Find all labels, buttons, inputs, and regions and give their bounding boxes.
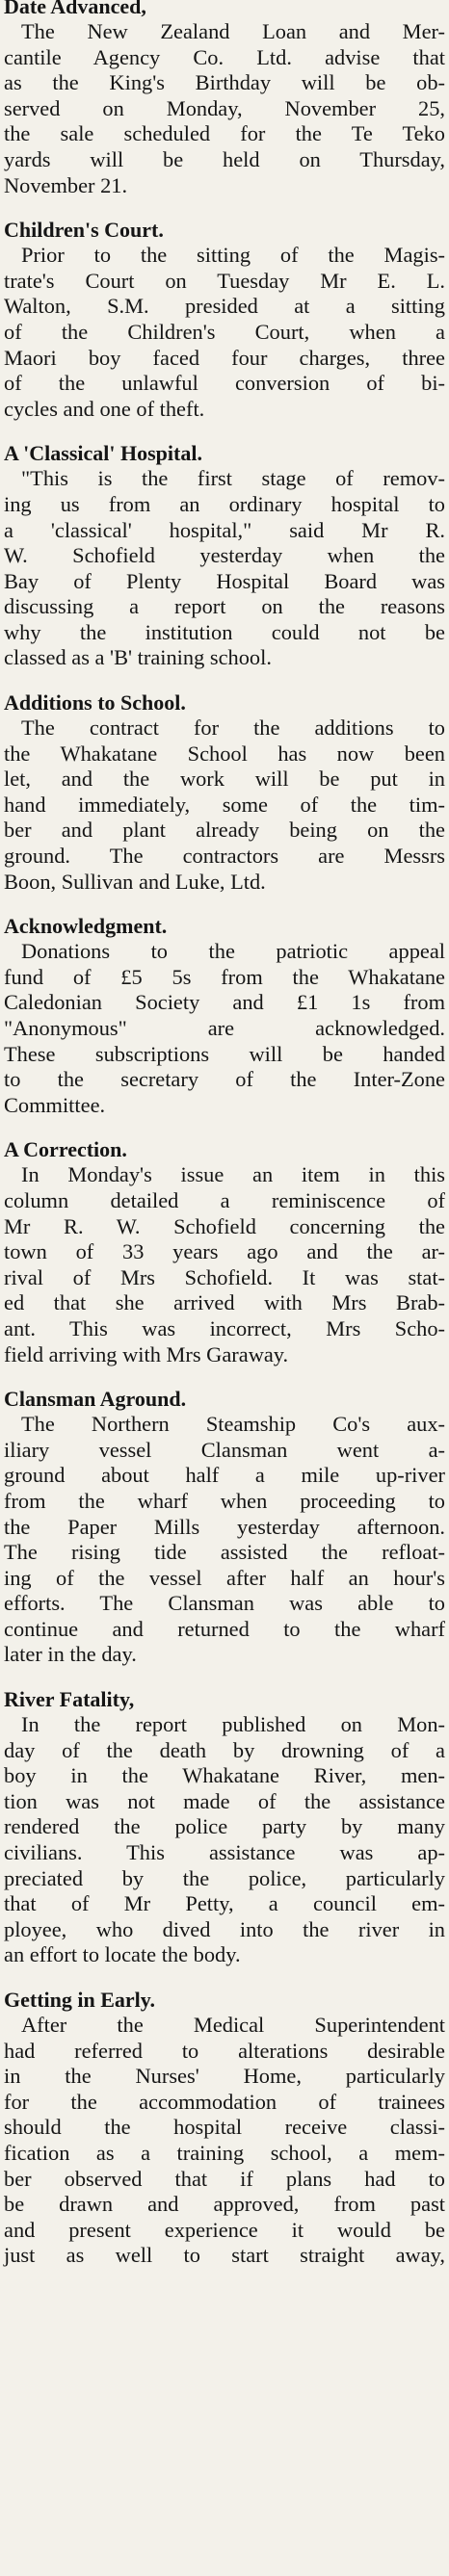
article-acknowledgment <box>4 914 445 1118</box>
text-line: civilians. This assistance was ap- <box>4 1840 445 1865</box>
article-childrens-court <box>4 218 445 422</box>
text-line: discussing a report on the reasons <box>4 594 445 619</box>
article-getting-in-early <box>4 1988 445 2269</box>
text-line: field arriving with Mrs Garaway. <box>4 1341 289 1366</box>
text-line: Mr R. W. Schofield concerning the <box>4 1213 445 1238</box>
text-line: Walton, S.M. presided at a sitting <box>4 294 445 319</box>
article-a-correction <box>4 1137 445 1367</box>
text-line: The Northern Steamship Co's aux- <box>21 1412 445 1437</box>
article-date-advanced <box>4 0 445 198</box>
text-line: day of the death by drowning of a <box>4 1737 445 1762</box>
text-line: ber observed that if plans had to <box>4 2166 445 2191</box>
article-river-fatality <box>4 1687 445 1968</box>
text-line: for the accommodation of trainees <box>4 2089 445 2114</box>
article-heading: Additions to School. <box>4 690 186 716</box>
text-line: column detailed a reminiscence of <box>4 1187 445 1212</box>
article-additions-to-school <box>4 690 445 895</box>
article-heading: Clansman Aground. <box>4 1387 187 1412</box>
article-body <box>4 939 445 1118</box>
text-line: In Monday's issue an item in this <box>21 1162 445 1187</box>
text-line: the Whakatane School has now been <box>4 741 445 766</box>
text-line: trate's Court on Tuesday Mr E. L. <box>4 268 445 293</box>
text-line: that of Mr Petty, a council em- <box>4 1891 445 1916</box>
text-line: to the secretary of the Inter-Zone <box>4 1067 445 1092</box>
text-line: "This is the first stage of remov- <box>21 466 445 491</box>
text-line: a 'classical' hospital," said Mr R. <box>4 517 445 542</box>
text-line: Committee. <box>4 1092 106 1117</box>
text-line: tion was not made of the assistance <box>4 1788 445 1813</box>
text-line: as the King's Birthday will be ob- <box>4 70 445 95</box>
text-line: The New Zealand Loan and Mer- <box>21 19 445 43</box>
text-line: rendered the police party by many <box>4 1814 445 1839</box>
text-line: cycles and one of theft. <box>4 396 205 421</box>
text-line: Boon, Sullivan and Luke, Ltd. <box>4 869 266 894</box>
text-line: boy in the Whakatane River, men- <box>4 1763 445 1788</box>
text-line: rival of Mrs Schofield. It was stat- <box>4 1264 445 1289</box>
text-line: later in the day. <box>4 1642 137 1667</box>
article-heading: Date Advanced, <box>4 0 146 18</box>
text-line: ground. The contractors are Messrs <box>4 844 445 869</box>
text-line: the sale scheduled for the Te Teko <box>4 121 445 146</box>
text-line: hand immediately, some of the tim- <box>4 792 445 817</box>
text-line: the Paper Mills yesterday afternoon. <box>4 1514 445 1539</box>
article-body <box>4 1412 445 1668</box>
text-line: In the report published on Mon- <box>21 1712 445 1737</box>
text-line: Caledonian Society and £1 1s from <box>4 990 445 1015</box>
article-body <box>4 716 445 895</box>
text-line: had referred to alterations desirable <box>4 2038 445 2063</box>
text-line: preciated by the police, particularly <box>4 1865 445 1890</box>
text-line: from the wharf when proceeding to <box>4 1488 445 1513</box>
text-line: and present experience it would be <box>4 2217 445 2242</box>
text-line: Donations to the patriotic appeal <box>21 939 445 964</box>
text-line: should the hospital receive classi- <box>4 2115 445 2140</box>
text-line: fund of £5 5s from the Whakatane <box>4 964 445 989</box>
article-body <box>4 1712 445 1968</box>
article-heading: A 'Classical' Hospital. <box>4 441 202 466</box>
text-line: The contract for the additions to <box>21 716 445 741</box>
text-line: November 21. <box>4 172 128 197</box>
text-line: why the institution could not be <box>4 619 445 644</box>
text-line: "Anonymous" are acknowledged. <box>4 1016 445 1040</box>
article-classical-hospital <box>4 441 445 671</box>
text-line: Maori boy faced four charges, three <box>4 345 445 370</box>
text-line: served on Monday, November 25, <box>4 95 445 120</box>
text-line: just as well to start straight away, <box>4 2243 445 2268</box>
text-line: an effort to locate the body. <box>4 1942 241 1967</box>
text-line: of the Children's Court, when a <box>4 319 445 344</box>
article-body <box>4 243 445 422</box>
article-body <box>4 2013 445 2269</box>
text-line: ing us from an ordinary hospital to <box>4 491 445 516</box>
article-body <box>4 1162 445 1367</box>
text-line: efforts. The Clansman was able to <box>4 1591 445 1616</box>
text-line: ing of the vessel after half an hour's <box>4 1565 445 1590</box>
text-line: cantile Agency Co. Ltd. advise that <box>4 44 445 69</box>
text-line: After the Medical Superintendent <box>21 2013 445 2037</box>
text-line: Bay of Plenty Hospital Board was <box>4 568 445 593</box>
text-line: of the unlawful conversion of bi- <box>4 371 445 396</box>
text-line: fication as a training school, a mem- <box>4 2140 445 2165</box>
article-heading: Children's Court. <box>4 218 164 243</box>
text-line: yards will be held on Thursday, <box>4 146 445 171</box>
text-line: These subscriptions will be handed <box>4 1041 445 1066</box>
text-line: ed that she arrived with Mrs Brab- <box>4 1290 445 1315</box>
text-line: continue and returned to the wharf <box>4 1616 445 1641</box>
text-line: be drawn and approved, from past <box>4 2192 445 2217</box>
text-line: let, and the work will be put in <box>4 767 445 792</box>
text-line: classed as a 'B' training school. <box>4 645 272 670</box>
text-line: ground about half a mile up-river <box>4 1463 445 1488</box>
article-heading: Acknowledgment. <box>4 914 168 939</box>
text-line: ployee, who dived into the river in <box>4 1916 445 1941</box>
article-body <box>4 19 445 198</box>
article-body <box>4 466 445 671</box>
text-line: ber and plant already being on the <box>4 818 445 843</box>
text-line: town of 33 years ago and the ar- <box>4 1239 445 1264</box>
text-line: Prior to the sitting of the Magis- <box>21 243 445 268</box>
text-line: in the Nurses' Home, particularly <box>4 2064 445 2089</box>
article-clansman-aground <box>4 1387 445 1668</box>
text-line: iliary vessel Clansman went a- <box>4 1437 445 1462</box>
article-heading: River Fatality, <box>4 1687 135 1712</box>
text-line: W. Schofield yesterday when the <box>4 543 445 568</box>
text-line: The rising tide assisted the refloat- <box>4 1540 445 1565</box>
article-heading: Getting in Early. <box>4 1988 156 2012</box>
text-line: ant. This was incorrect, Mrs Scho- <box>4 1315 445 1340</box>
article-heading: A Correction. <box>4 1137 127 1162</box>
